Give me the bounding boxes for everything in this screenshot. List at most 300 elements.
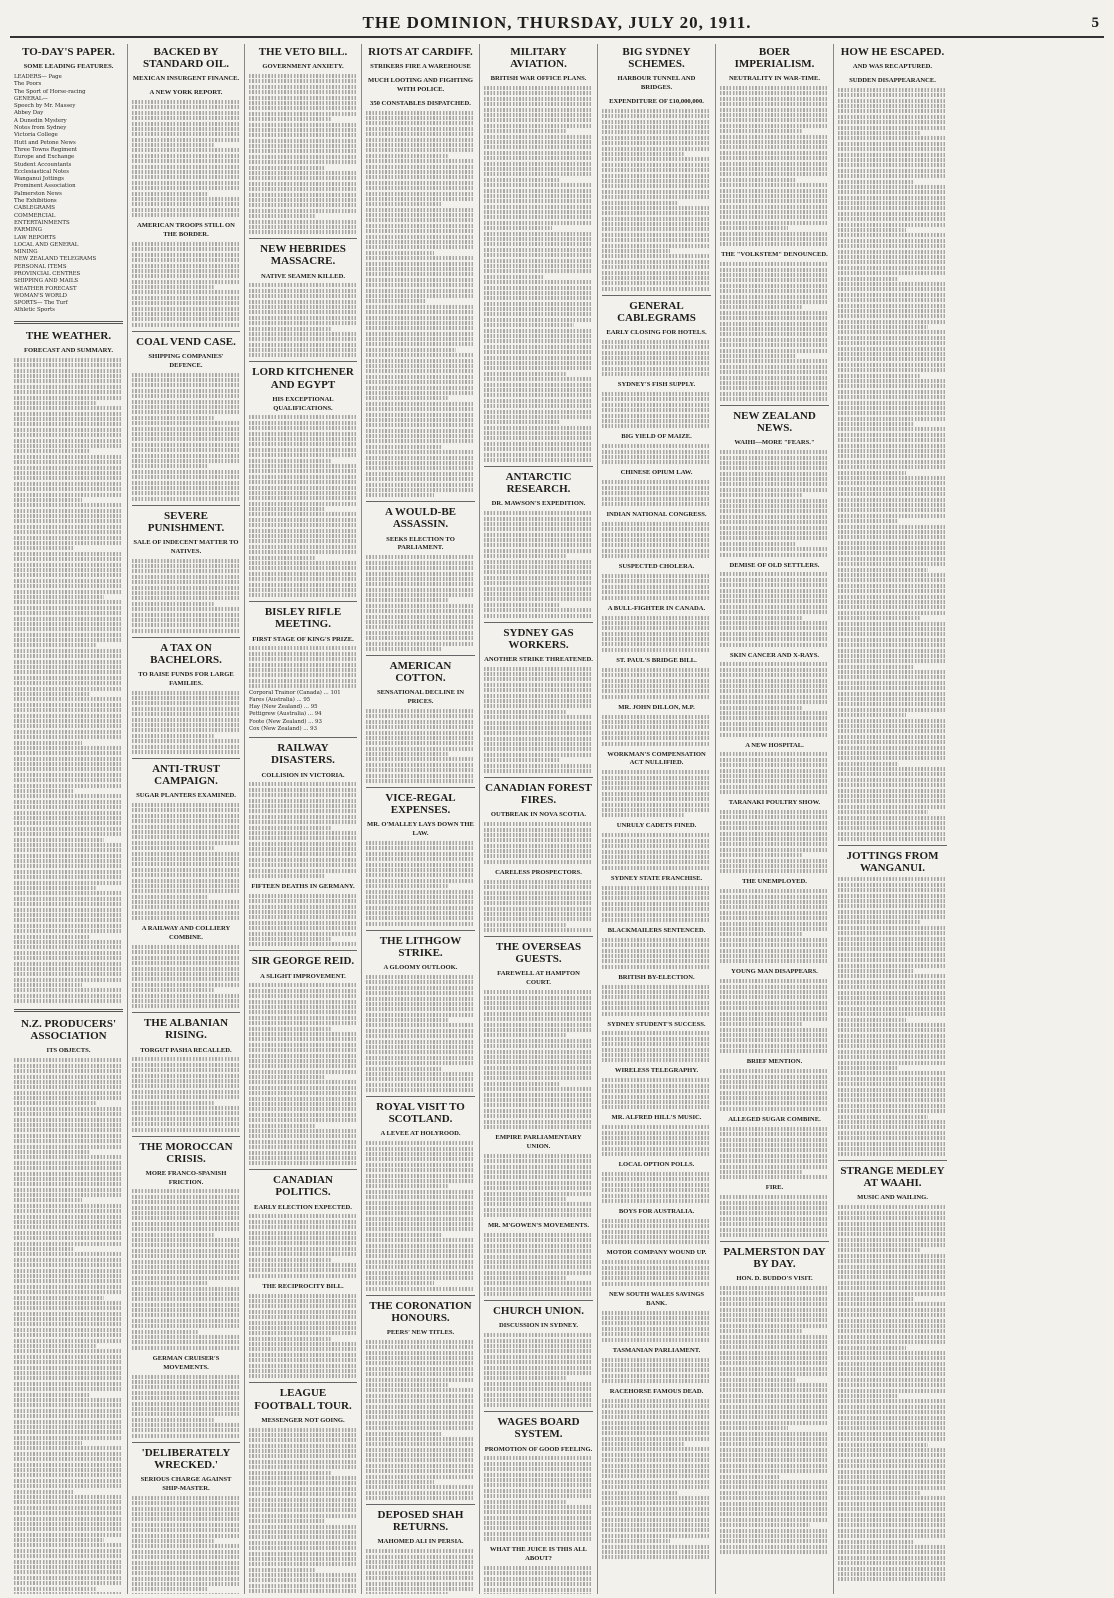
text-line — [14, 611, 123, 615]
text-line — [14, 1231, 123, 1235]
text-line — [484, 1478, 593, 1482]
text-line — [602, 731, 711, 735]
text-line — [14, 1312, 123, 1316]
text-line — [484, 891, 593, 895]
text-line — [366, 1072, 475, 1076]
text-line — [132, 1287, 240, 1291]
text-line — [366, 991, 475, 995]
article-heading: A WOULD-BE ASSASSIN. — [384, 506, 456, 531]
text-line — [366, 434, 475, 438]
article-text — [249, 983, 357, 1165]
article-text — [838, 1205, 947, 1581]
text-line — [249, 101, 357, 105]
article-text — [14, 1058, 123, 1594]
text-line — [366, 1421, 475, 1425]
text-line — [249, 1145, 357, 1149]
text-line — [132, 607, 240, 611]
text-line — [602, 1518, 711, 1522]
divider — [249, 1169, 357, 1170]
text-line — [602, 1095, 711, 1099]
text-line — [838, 756, 947, 760]
text-line — [132, 1313, 240, 1317]
text-line — [720, 864, 829, 868]
text-line — [602, 238, 711, 242]
text-line — [366, 466, 475, 470]
text-line — [602, 954, 711, 958]
text-line — [132, 459, 240, 463]
text-line — [132, 873, 240, 877]
article-subheading: CHINESE OPIUM LAW. — [620, 469, 693, 477]
text-line — [602, 424, 711, 428]
text-line — [720, 1324, 829, 1328]
article-text — [484, 86, 593, 462]
text-line — [602, 1523, 711, 1527]
text-line — [720, 1313, 829, 1317]
text-line — [14, 897, 123, 901]
text-line — [132, 383, 240, 387]
text-line — [602, 1147, 711, 1151]
text-line — [838, 1254, 947, 1258]
text-line — [838, 622, 947, 626]
article-subheading: MR. ALFRED HILL'S MUSIC. — [611, 1114, 702, 1122]
article-subheading: FORECAST AND SUMMARY. — [24, 346, 113, 354]
article-subheading: TORGUT PASHA RECALLED. — [140, 1046, 232, 1054]
text-line — [249, 1231, 357, 1235]
article-text — [602, 616, 711, 652]
article-text — [14, 358, 123, 1003]
text-line — [366, 181, 475, 185]
text-line — [838, 772, 947, 776]
text-line — [838, 325, 928, 329]
text-line — [838, 985, 947, 989]
text-line — [602, 855, 711, 859]
text-line — [484, 844, 593, 848]
text-line — [720, 1491, 829, 1495]
text-line — [14, 1139, 123, 1143]
text-line — [14, 1150, 89, 1154]
article-subheading: BRITISH BY-ELECTION. — [618, 973, 695, 981]
text-line — [720, 273, 829, 277]
text-line — [484, 1033, 567, 1037]
article-heading: THE OVERSEAS GUESTS. — [495, 941, 582, 966]
text-line — [484, 151, 593, 155]
article-text — [602, 1078, 711, 1109]
text-line — [602, 813, 685, 817]
text-line — [602, 271, 711, 275]
text-line — [720, 1159, 829, 1163]
text-line — [484, 1333, 593, 1337]
text-line — [366, 1088, 475, 1092]
article-subheading: A NEW HOSPITAL. — [745, 741, 804, 749]
text-line — [366, 1013, 475, 1017]
text-line — [14, 681, 123, 685]
text-line — [249, 1326, 357, 1330]
text-line — [249, 475, 357, 479]
text-line — [14, 751, 123, 755]
text-line — [249, 1129, 357, 1133]
text-line — [720, 1006, 829, 1010]
text-line — [720, 1437, 829, 1441]
text-line — [132, 170, 240, 174]
text-line — [249, 1016, 357, 1020]
text-line — [484, 511, 593, 515]
text-line — [249, 1492, 357, 1496]
text-line — [838, 104, 947, 108]
text-line — [838, 713, 906, 717]
text-line — [132, 808, 240, 812]
text-line — [132, 586, 240, 590]
text-line — [484, 1287, 593, 1291]
text-line — [132, 159, 240, 163]
text-line — [720, 1432, 829, 1436]
text-line — [602, 1316, 711, 1320]
divider — [132, 758, 240, 759]
text-line — [602, 1230, 711, 1234]
text-line — [249, 128, 357, 132]
text-line — [249, 415, 357, 419]
text-line — [366, 846, 475, 850]
text-line — [366, 353, 475, 357]
text-line — [720, 349, 829, 353]
text-line — [366, 620, 475, 624]
text-line — [366, 299, 426, 303]
text-line — [132, 481, 240, 485]
text-line — [249, 1225, 357, 1229]
divider — [366, 787, 475, 788]
text-line — [838, 1152, 947, 1156]
text-line — [249, 1252, 357, 1256]
text-line — [249, 149, 357, 153]
article-text — [484, 1333, 593, 1407]
text-line — [14, 978, 123, 982]
text-line — [484, 431, 593, 435]
article-text — [602, 1358, 711, 1384]
text-line — [249, 426, 357, 430]
text-line — [602, 455, 711, 459]
article-heading: JOTTINGS FROM WANGANUI. — [846, 850, 939, 875]
text-line — [484, 232, 593, 236]
text-line — [132, 1111, 240, 1115]
text-line — [720, 520, 829, 524]
text-line — [602, 1379, 711, 1383]
text-line — [838, 454, 947, 458]
text-line — [132, 165, 240, 169]
text-line — [249, 316, 357, 320]
text-line — [249, 1364, 357, 1368]
text-line — [484, 361, 593, 365]
text-line — [14, 789, 74, 793]
text-line — [720, 1345, 829, 1349]
text-line — [720, 1388, 829, 1392]
text-line — [249, 187, 357, 191]
text-line — [720, 1101, 829, 1105]
article-subheading: ITS OBJECTS. — [46, 1047, 91, 1055]
text-line — [249, 448, 357, 452]
divider — [366, 930, 475, 931]
text-line — [838, 557, 947, 561]
text-line — [602, 217, 711, 221]
text-line — [366, 1265, 475, 1269]
text-line — [720, 594, 829, 598]
article-heading: COAL VEND CASE. — [136, 335, 236, 348]
text-line — [838, 1055, 947, 1059]
column-1 — [10, 44, 128, 1594]
text-line — [14, 735, 123, 739]
text-line — [484, 372, 567, 376]
text-line — [838, 449, 947, 453]
text-line — [720, 1069, 829, 1073]
text-line — [720, 1318, 829, 1322]
text-line — [838, 384, 947, 388]
text-line — [484, 458, 593, 462]
text-line — [366, 386, 475, 390]
text-line — [366, 224, 475, 228]
text-line — [249, 442, 357, 446]
text-line — [838, 1399, 947, 1403]
text-line — [838, 1066, 898, 1070]
text-line — [602, 626, 711, 630]
article-subheading: BRITISH WAR OFFICE PLANS. — [490, 75, 587, 83]
text-line — [249, 96, 357, 100]
text-line — [132, 1319, 240, 1323]
text-line — [720, 1080, 829, 1084]
index-item: Athletic Sports — [14, 307, 55, 314]
text-line — [14, 908, 123, 912]
score-row: Corporal Trainor (Canada) ... 101 — [249, 689, 341, 696]
text-line — [132, 416, 214, 420]
text-line — [602, 201, 677, 205]
text-line — [132, 1375, 240, 1379]
text-line — [720, 752, 829, 756]
text-line — [132, 464, 207, 468]
article-text — [720, 979, 829, 1053]
article-text — [366, 111, 475, 498]
text-line — [602, 1458, 711, 1462]
text-line — [838, 1115, 928, 1119]
text-line — [484, 1339, 593, 1343]
text-line — [132, 857, 240, 861]
article-text — [366, 975, 475, 1092]
text-line — [249, 539, 357, 543]
text-line — [249, 1299, 357, 1303]
text-line — [838, 282, 947, 286]
text-line — [720, 1228, 829, 1232]
text-line — [14, 1080, 123, 1084]
text-line — [366, 240, 475, 244]
text-line — [720, 1127, 829, 1131]
text-line — [602, 195, 711, 199]
text-line — [838, 953, 947, 957]
text-line — [838, 1308, 947, 1312]
text-line — [14, 913, 123, 917]
text-line — [484, 377, 593, 381]
text-line — [14, 762, 123, 766]
text-line — [838, 212, 947, 216]
text-line — [838, 1125, 947, 1129]
text-line — [132, 602, 214, 606]
text-line — [14, 1296, 104, 1300]
text-line — [720, 1523, 810, 1527]
text-line — [484, 383, 593, 387]
text-line — [484, 854, 593, 858]
text-line — [14, 1252, 123, 1256]
text-line — [484, 442, 593, 446]
text-line — [838, 1432, 947, 1436]
text-line — [14, 687, 123, 691]
text-line — [132, 373, 240, 377]
text-line — [602, 1048, 711, 1052]
text-line — [720, 943, 829, 947]
text-line — [249, 289, 357, 293]
text-line — [602, 668, 711, 672]
text-line — [14, 406, 123, 410]
text-line — [366, 413, 475, 417]
text-line — [132, 1566, 240, 1570]
text-line — [249, 464, 357, 468]
text-line — [720, 1175, 829, 1179]
text-line — [14, 396, 123, 400]
text-line — [838, 1243, 947, 1247]
text-line — [484, 560, 593, 564]
text-line — [366, 1163, 475, 1167]
text-line — [720, 900, 829, 904]
text-line — [366, 615, 475, 619]
text-line — [366, 720, 475, 724]
text-line — [602, 1188, 711, 1192]
text-line — [132, 852, 240, 856]
text-line — [484, 764, 593, 768]
text-line — [366, 1383, 449, 1387]
text-line — [838, 374, 921, 378]
text-line — [602, 585, 711, 589]
text-line — [366, 1271, 475, 1275]
text-line — [249, 915, 357, 919]
text-line — [249, 809, 357, 813]
text-line — [720, 1502, 829, 1506]
text-line — [249, 1460, 357, 1464]
text-line — [602, 120, 711, 124]
text-line — [720, 954, 829, 958]
text-line — [838, 1577, 947, 1581]
text-line — [366, 1458, 475, 1462]
text-line — [366, 375, 475, 379]
text-line — [602, 1421, 711, 1425]
text-line — [14, 428, 123, 432]
text-line — [602, 130, 711, 134]
text-line — [838, 1491, 921, 1495]
text-line — [366, 714, 475, 718]
article-subheading: HARBOUR TUNNEL AND BRIDGES. — [617, 75, 696, 92]
text-line — [132, 301, 240, 305]
text-line — [14, 1576, 123, 1580]
text-line — [249, 1080, 357, 1084]
text-line — [132, 1057, 240, 1061]
text-line — [14, 358, 123, 362]
text-line — [602, 1437, 711, 1441]
text-line — [838, 481, 947, 485]
text-line — [249, 469, 357, 473]
text-line — [838, 153, 947, 157]
score-row: Cox (New Zealand) ... 93 — [249, 726, 318, 733]
text-line — [484, 275, 544, 279]
text-line — [249, 176, 357, 180]
text-line — [720, 370, 829, 374]
text-line — [602, 414, 711, 418]
text-line — [132, 443, 240, 447]
text-line — [249, 1315, 357, 1319]
text-line — [132, 1270, 240, 1274]
text-line — [14, 1543, 123, 1547]
text-line — [602, 1528, 711, 1532]
text-line — [602, 372, 711, 376]
text-line — [132, 1195, 240, 1199]
article-heading: THE ALBANIAN RISING. — [143, 1017, 229, 1042]
text-line — [14, 1581, 123, 1585]
text-line — [484, 860, 593, 864]
text-line — [366, 1480, 434, 1484]
text-line — [602, 1260, 711, 1264]
text-line — [366, 202, 441, 206]
text-line — [720, 392, 829, 396]
text-line — [132, 269, 240, 273]
text-line — [720, 842, 829, 846]
text-line — [484, 721, 593, 725]
article-subheading: WAIHI—MORE "FEARS." — [734, 439, 815, 447]
text-line — [602, 403, 711, 407]
text-line — [838, 147, 947, 151]
text-line — [838, 1039, 947, 1043]
text-line — [602, 179, 711, 183]
text-line — [132, 1528, 240, 1532]
text-line — [484, 1244, 593, 1248]
text-line — [720, 1028, 829, 1032]
text-line — [132, 835, 240, 839]
text-line — [838, 293, 947, 297]
text-line — [14, 1506, 123, 1510]
article-subheading: A NEW YORK REPORT. — [149, 89, 223, 97]
column-5 — [480, 44, 598, 1594]
text-line — [132, 629, 240, 633]
text-line — [249, 799, 357, 803]
article-subheading: ST. PAUL'S BRIDGE BILL. — [616, 656, 697, 664]
text-line — [838, 1023, 947, 1027]
text-line — [366, 916, 475, 920]
text-line — [14, 724, 123, 728]
text-line — [132, 274, 240, 278]
article-text — [484, 990, 593, 1129]
text-line — [484, 399, 593, 403]
text-line — [838, 336, 947, 340]
text-line — [249, 1541, 357, 1545]
text-line — [838, 1389, 947, 1393]
text-line — [838, 894, 947, 898]
text-line — [366, 598, 449, 602]
article-subheading: EARLY CLOSING FOR HOTELS. — [606, 328, 707, 336]
article-text — [720, 752, 829, 794]
column-3 — [245, 44, 362, 1594]
text-line — [838, 783, 947, 787]
text-line — [249, 668, 357, 672]
text-line — [132, 491, 240, 495]
text-line — [720, 727, 829, 731]
article-heading: MILITARY AVIATION. — [510, 46, 567, 71]
text-line — [838, 899, 947, 903]
text-line — [720, 1044, 829, 1048]
text-line — [249, 160, 357, 164]
text-line — [838, 368, 947, 372]
text-line — [14, 1468, 123, 1472]
text-line — [484, 1456, 593, 1460]
